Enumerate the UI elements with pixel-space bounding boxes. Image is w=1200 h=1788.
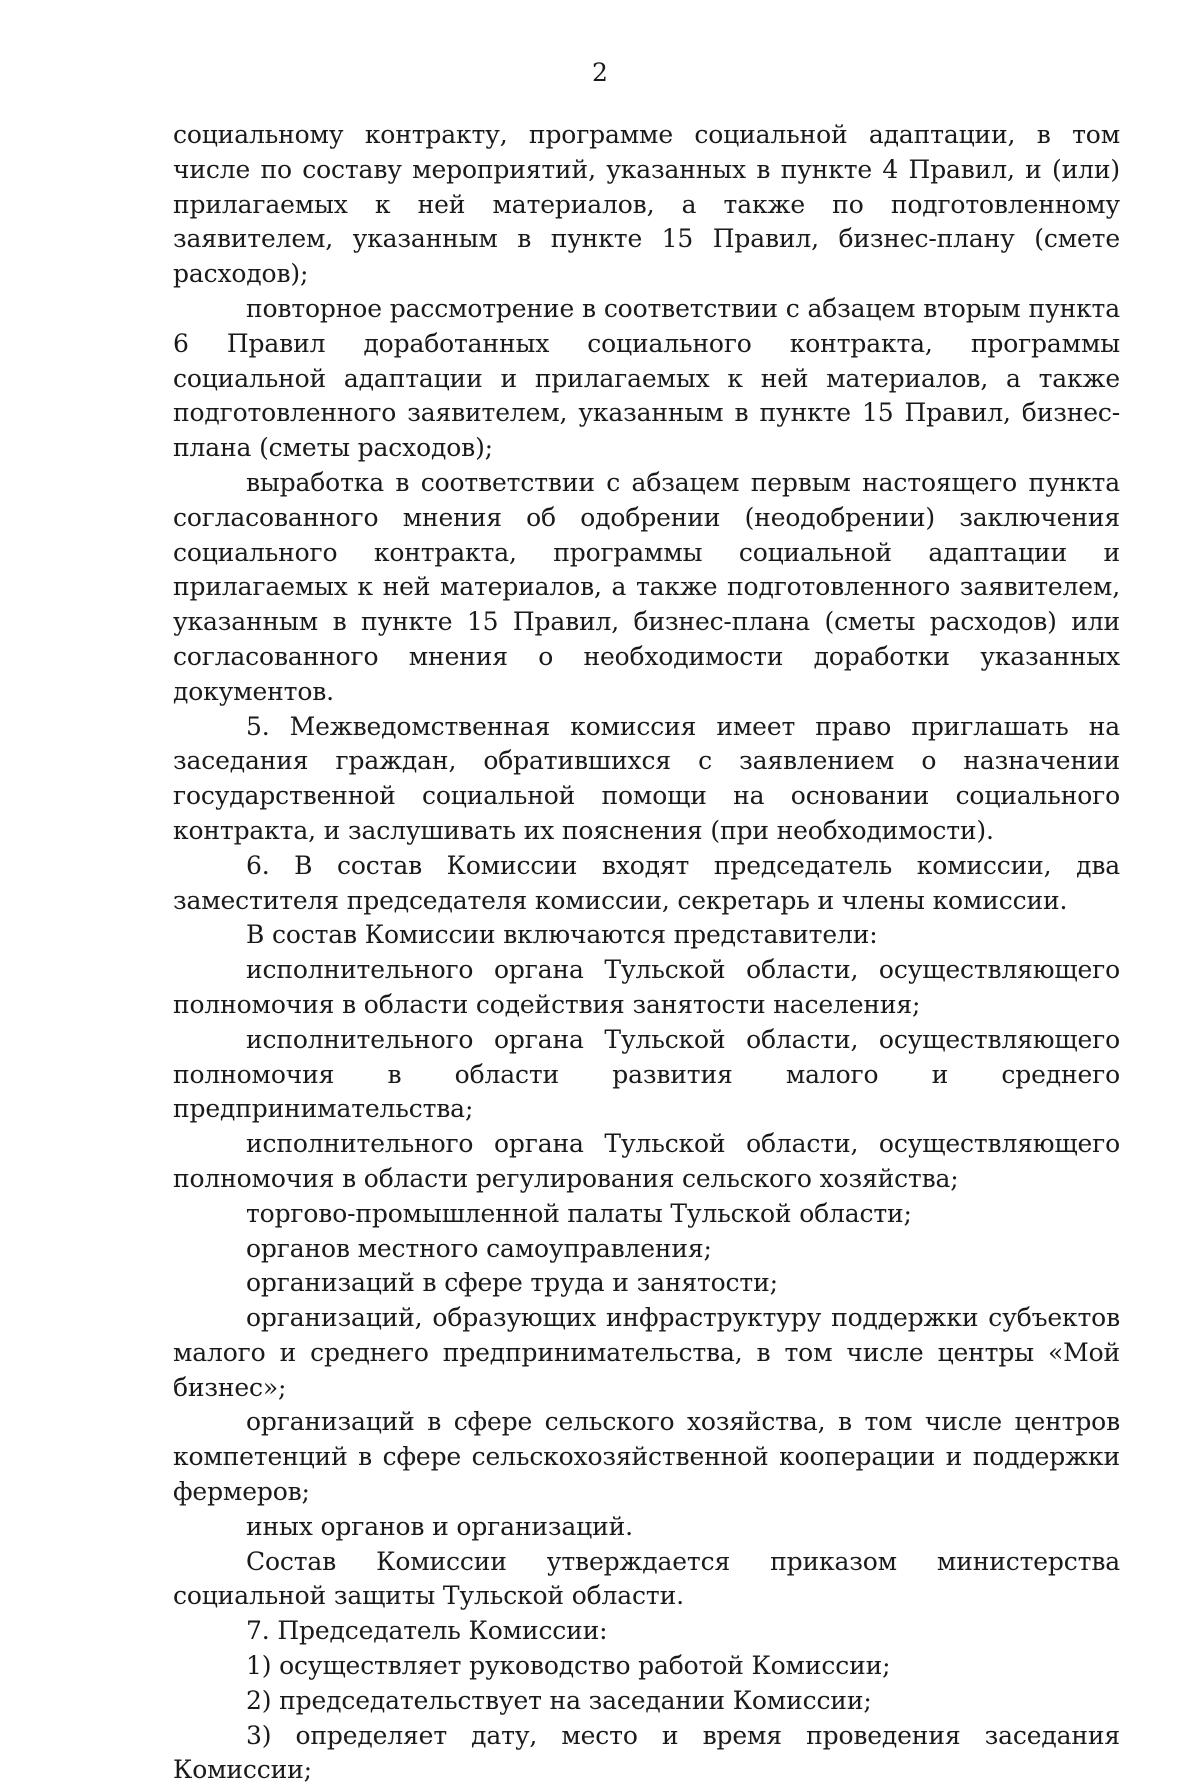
paragraph-repeated-review: повторное рассмотрение в соответствии с абзацем вторым пункта 6 Правил доработанных социального контракта, программы социальной адаптации и прилагаемых к ней материалов, а также подготовленного заявителем, указанным в пункте 15 Правил, бизнес-плана (сметы расходов); [173, 293, 1120, 463]
paragraph-representatives-intro: В состав Комиссии включаются представители: [246, 920, 878, 950]
paragraph-item-6: 6. В состав Комиссии входят председатель комиссии, два заместителя председателя комиссии, секретарь и члены комиссии. [173, 850, 1120, 915]
paragraph-continuation-social-contract: социальному контракту, программе социальной адаптации, в том числе по составу мероприятий, указанных в пункте 4 Правил, и (или) прилагаемых к ней материалов, а также по подготовленному заявителем, указанным в пункте 15 Правил, бизнес-плану (смете расходов); [173, 120, 1120, 289]
list-item-agriculture-organizations: организаций в сфере сельского хозяйства, в том числе центров компетенций в сфере сельскохозяйственной кооперации и поддержки фермеров; [173, 1407, 1120, 1507]
paragraph-item-7: 7. Председатель Комиссии: [246, 1616, 608, 1646]
list-item-business-infrastructure: организаций, образующих инфраструктуру поддержки субъектов малого и среднего предпринимательства, в том числе центры «Мой бизнес»; [173, 1303, 1120, 1402]
list-item-chair-duty-1: 1) осуществляет руководство работой Комиссии; [246, 1651, 891, 1681]
document-body [173, 118, 1120, 1788]
list-item-employment-authority: исполнительного органа Тульской области, осуществляющего полномочия в области содействия занятости населения; [173, 955, 1120, 1019]
list-item-local-government: органов местного самоуправления; [246, 1233, 712, 1263]
list-item-agriculture-authority: исполнительного органа Тульской области, осуществляющего полномочия в области регулирования сельского хозяйства; [173, 1129, 1120, 1193]
paragraph-agreed-opinion: выработка в соответствии с абзацем первым настоящего пункта согласованного мнения об одобрении (неодобрении) заключения социального контракта, программы социальной адаптации и прилагаемых к ней материалов, а также подготовленного заявителем, указанным в пункте 15 Правил, бизнес-плана (сметы расходов) или согласованного мнения о необходимости доработки указанных документов. [173, 467, 1120, 706]
paragraph-composition-approval: Состав Комиссии утверждается приказом министерства социальной защиты Тульской области. [173, 1546, 1120, 1611]
list-item-chair-duty-3: 3) определяет дату, место и время проведения заседания Комиссии; [173, 1720, 1120, 1785]
list-item-small-business-authority: исполнительного органа Тульской области, осуществляющего полномочия в области развития малого и среднего предпринимательства; [173, 1024, 1120, 1124]
list-item-chamber-of-commerce: торгово-промышленной палаты Тульской области; [246, 1198, 912, 1228]
paragraph-item-5: 5. Межведомственная комиссия имеет право приглашать на заседания граждан, обратившихся с заявлением о назначении государственной социальной помощи на основании социального контракта, и заслушивать их пояснения (при необходимости). [173, 711, 1120, 845]
list-item-other-organizations: иных органов и организаций. [246, 1511, 633, 1541]
page-number: 2 [592, 58, 608, 87]
list-item-labour-organizations: организаций в сфере труда и занятости; [246, 1268, 778, 1298]
list-item-chair-duty-2: 2) председательствует на заседании Комиссии; [246, 1685, 872, 1715]
